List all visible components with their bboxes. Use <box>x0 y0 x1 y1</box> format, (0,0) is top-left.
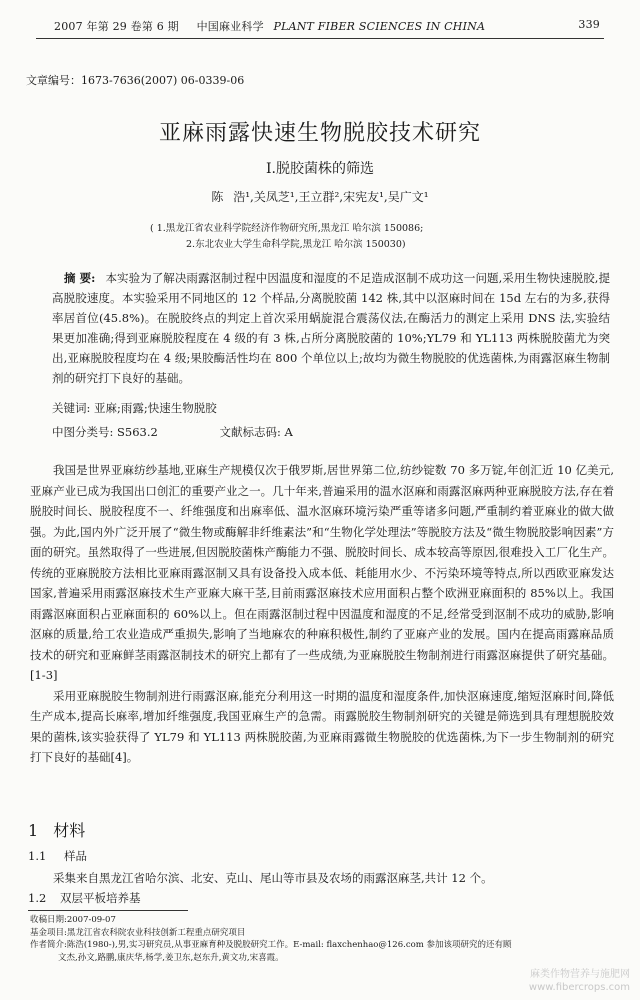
body-paragraph-1: 我国是世界亚麻纺纱基地,亚麻生产规模仅次于俄罗斯,居世界第二位,纺纱锭数 70 多万锭,年创汇近 10 亿美元,亚麻产业已成为我国出口创汇的重要产业之一。几十年来,普遍采用的温水沤麻和雨露沤麻两种亚麻脱胶方法,存在着脱胶时间长、脱胶程度不一、纤维强度和出麻率低、温水沤麻环境污染严重等诸多问题,严重制约着亚麻业的做大做强。为此,国内外广泛开展了“微生物或酶解非纤维素法”和“生物化学处理法”等脱胶方法及“微生物脱胶影响因素”方面的研究。虽然取得了一些进展,但因脱胶菌株产酶能力不强、脱胶时间长、成本较高等原因,很难投入工厂化生产。传统的亚麻脱胶方法相比亚麻雨露沤制又具有设备投入成本低、耗能用水少、不污染环境等特点,所以西欧亚麻发达国家,普遍采用雨露沤麻技术生产亚麻大麻干茎,目前雨露沤麻技术应用面积占整个欧洲亚麻面积的 85%以上。我国雨露沤麻面积占亚麻面积的 60%以上。但在雨露沤制过程中因温度和湿度的不足,经常受到沤制不成功的威胁,影响沤麻的质量,给工农业造成严重损失,影响了当地麻农的种麻积极性,制约了亚麻产业的发展。国内在提高雨露麻品质技术的研究和亚麻鲜茎雨露沤制技术的研究上都有了一些成绩,为亚麻脱胶生物制剂进行雨露沤麻提供了研究基础。[1-3] <box>30 463 614 682</box>
affiliation-2: 2.东北农业大学生命科学院,黑龙江 哈尔滨 150030) <box>186 239 406 250</box>
abstract-label: 摘 要: <box>64 271 96 285</box>
footnote-received: 收稿日期:2007-09-07 <box>30 915 116 925</box>
subsection-heading-medium: 1.2 双层平板培养基 <box>28 891 141 905</box>
classification <box>52 424 293 440</box>
samples-paragraph: 采集来自黑龙江省哈尔滨、北安、克山、尾山等市县及农场的雨露沤麻茎,共计 12 个。 <box>53 871 493 885</box>
keywords: 关键词: 亚麻;雨露;快速生物脱胶 <box>52 401 217 415</box>
journal-name-en: PLANT FIBER SCIENCES IN CHINA <box>273 20 486 33</box>
footnote-funding: 基金项目:黑龙江省农科院农业科技创新工程重点研究项目 <box>30 927 246 938</box>
watermark <box>529 968 630 994</box>
footnote-rule <box>28 910 188 911</box>
footnote-author-bio: 作者简介:陈浩(1980-),男,实习研究员,从事亚麻育种及脱胶研究工作。E-mail: flaxchenhao@126.com 参加该项研究的还有顾 <box>30 940 512 950</box>
footnotes <box>30 914 614 964</box>
document-code: 文献标志码: A <box>219 425 293 439</box>
abstract-text: 本实验为了解决雨露沤制过程中因温度和湿度的不足造成沤制不成功这一问题,采用生物快速脱胶,提高脱胶速度。本实验采用不同地区的 12 个样品,分离脱胶菌 142 株,其中以沤麻时间在 15d 左右的为多,获得率居首位(45.8%)。在脱胶终点的判定上首次采用蜗旋混合震荡仪法,在酶活力的测定上采用 DNS 法,实验结果更加准确;得到亚麻脱胶程度在 4 级的有 3 株,占所分离脱胶菌的 10%;YL79 和 YL113 两株脱胶菌尤为突出,亚麻脱胶程度均在 4 级;果胶酶活性均在 800 个单位以上;故均为微生物脱胶的优选菌株,为雨露沤麻生物制剂的研究打下良好的基础。 <box>52 271 610 385</box>
section-heading-materials: 1 材料 <box>28 821 86 840</box>
author-list: 陈 浩¹,关凤芝¹,王立群²,宋宪友¹,吴广文¹ <box>211 190 429 204</box>
paper-subtitle: I.脱胶菌株的筛选 <box>266 161 374 177</box>
affiliation-1: ( 1.黑龙江省农业科学院经济作物研究所,黑龙江 哈尔滨 150086; <box>150 223 424 234</box>
article-number: 文章编号：1673-7636(2007) 06-0339-06 <box>26 74 245 87</box>
journal-issue: 2007 年第 29 卷第 6 期 <box>54 20 179 33</box>
footnote-author-bio-cont: 文杰,孙文,路鹏,康庆华,杨学,姜卫东,赵东升,黄文功,宋喜霞。 <box>58 952 284 963</box>
header-rule <box>36 38 604 39</box>
clc-number: 中图分类号: S563.2 <box>52 425 158 439</box>
watermark-cn: 麻类作物营养与施肥网 <box>530 969 630 980</box>
page-number: 339 <box>578 18 600 31</box>
running-head <box>54 18 600 34</box>
body-paragraph-2: 采用亚麻脱胶生物制剂进行雨露沤麻,能充分利用这一时期的温度和湿度条件,加快沤麻速度,缩短沤麻时间,降低生产成本,提高长麻率,增加纤维强度,我国亚麻生产的急需。雨露脱胶生物制剂研究的关键是筛选到具有理想脱胶效果的菌株,该实验获得了 YL79 和 YL113 两株脱胶菌,为亚麻雨露微生物脱胶的优选菌株,为下一步生物制剂的研究打下良好的基础[4]。 <box>30 688 614 764</box>
paper-title: 亚麻雨露快速生物脱胶技术研究 <box>158 121 481 146</box>
subsection-heading-samples: 1.1 样品 <box>28 849 87 863</box>
introduction <box>30 460 614 768</box>
watermark-url: www.fibercrops.com <box>528 982 630 993</box>
abstract <box>52 268 610 388</box>
journal-name-cn: 中国麻业科学 <box>196 20 264 33</box>
